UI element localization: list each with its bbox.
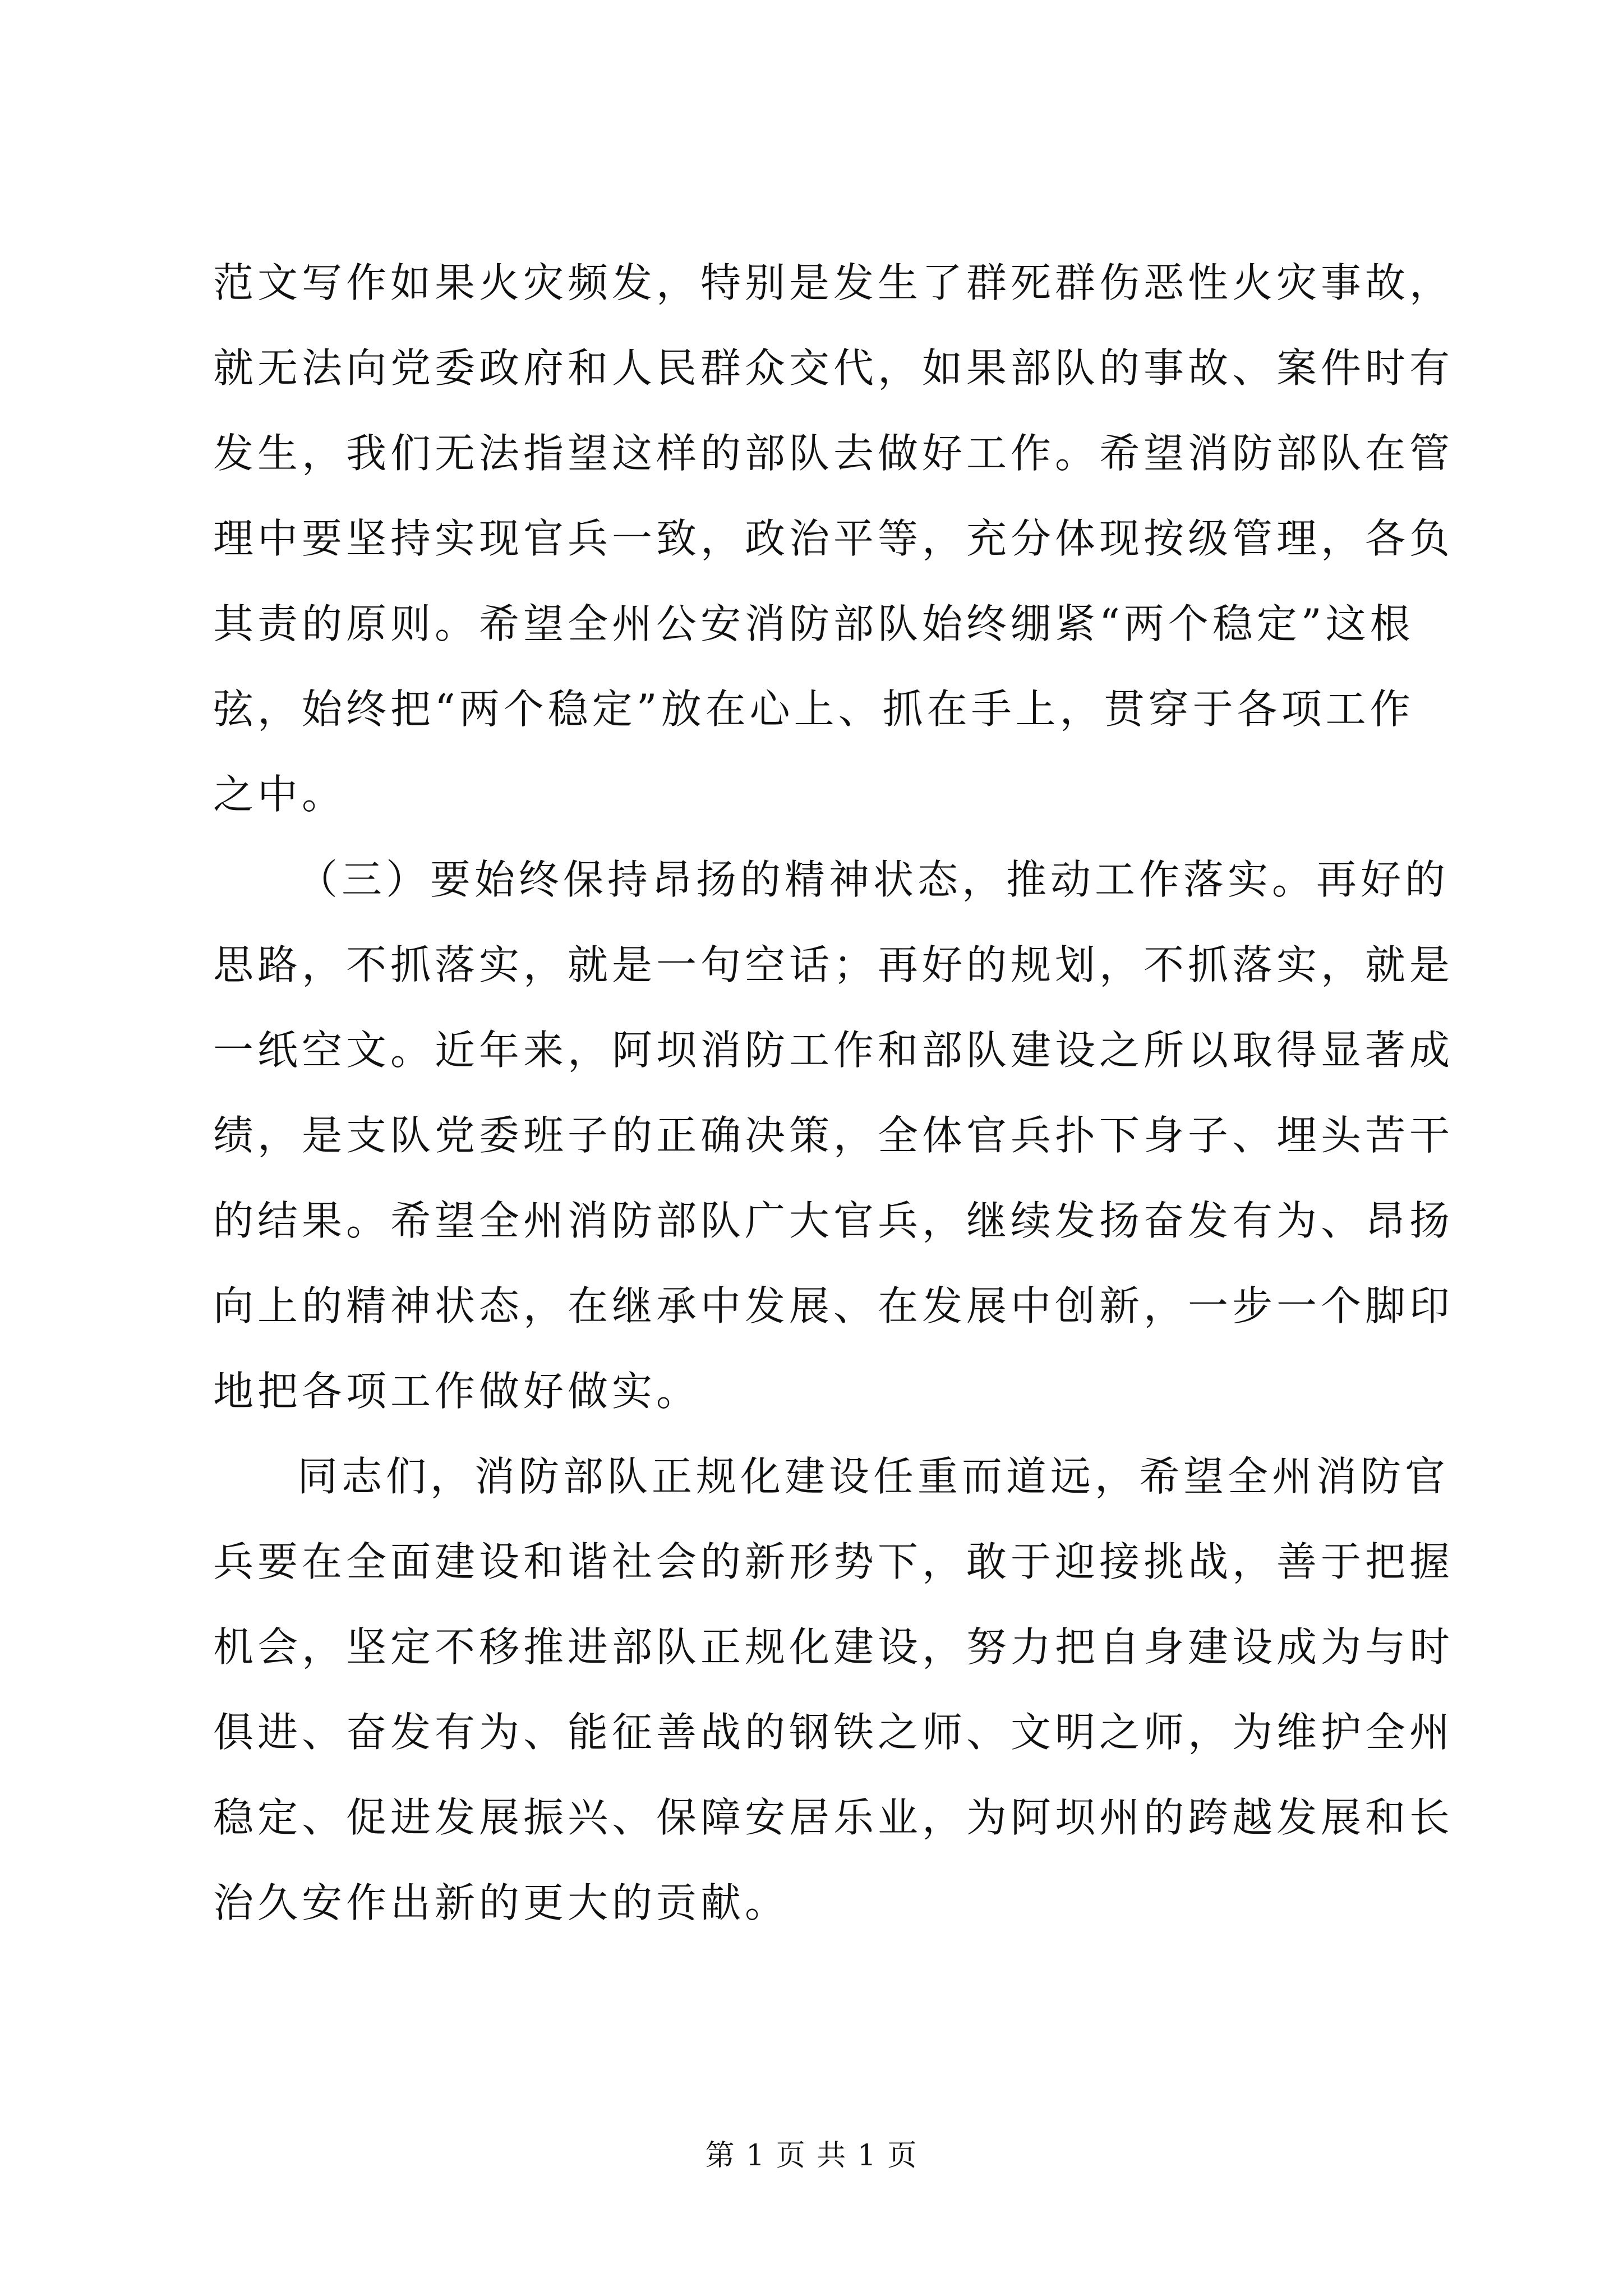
text-line: 发生，我们无法指望这样的部队去做好工作。希望消防部队在管 (213, 430, 1454, 477)
text-line: 思路，不抓落实，就是一句空话；再好的规划，不抓落实，就是 (213, 941, 1454, 988)
text-line: 其责的原则。希望全州公安消防部队始终绷紧“两个稳定”这根 (213, 600, 1414, 647)
text-line: 绩，是支队党委班子的正确决策，全体官兵扑下身子、埋头苦干 (213, 1112, 1454, 1159)
paragraph (213, 1434, 1454, 1945)
text-line: 机会，坚定不移推进部队正规化建设，努力把自身建设成为与时 (213, 1623, 1454, 1671)
text-line: 俱进、奋发有为、能征善战的钢铁之师、文明之师，为维护全州 (213, 1709, 1454, 1756)
text-line: 弦，始终把“两个稳定”放在心上、抓在手上，贯穿于各项工作 (213, 685, 1414, 733)
text-line: 理中要坚持实现官兵一致，政治平等，充分体现按级管理，各负 (213, 515, 1454, 562)
text-line: 的结果。希望全州消防部队广大官兵，继续发扬奋发有为、昂扬 (213, 1197, 1454, 1244)
text-line: 范文写作如果火灾频发，特别是发生了群死群伤恶性火灾事故， (213, 259, 1454, 306)
text-line: 向上的精神状态，在继承中发展、在发展中创新，一步一个脚印 (213, 1282, 1454, 1329)
paragraph (213, 837, 1454, 1434)
paragraph (213, 240, 1454, 837)
document-body (213, 240, 1454, 1945)
text-line: （三）要始终保持昂扬的精神状态，推动工作落实。再好的 (297, 856, 1450, 903)
text-line: 治久安作出新的更大的贡献。 (213, 1879, 790, 1926)
text-line: 稳定、促进发展振兴、保障安居乐业，为阿坝州的跨越发展和长 (213, 1794, 1454, 1841)
page-footer: 第 1 页 共 1 页 (705, 2139, 918, 2173)
text-line: 地把各项工作做好做实。 (213, 1368, 701, 1415)
text-line: 之中。 (213, 771, 347, 818)
text-line: 兵要在全面建设和谐社会的新形势下，敢于迎接挑战，善于把握 (213, 1538, 1454, 1585)
text-line: 就无法向党委政府和人民群众交代，如果部队的事故、案件时有 (213, 344, 1454, 392)
text-line: 同志们，消防部队正规化建设任重而道远，希望全州消防官 (297, 1453, 1450, 1500)
text-line: 一纸空文。近年来，阿坝消防工作和部队建设之所以取得显著成 (213, 1027, 1454, 1074)
